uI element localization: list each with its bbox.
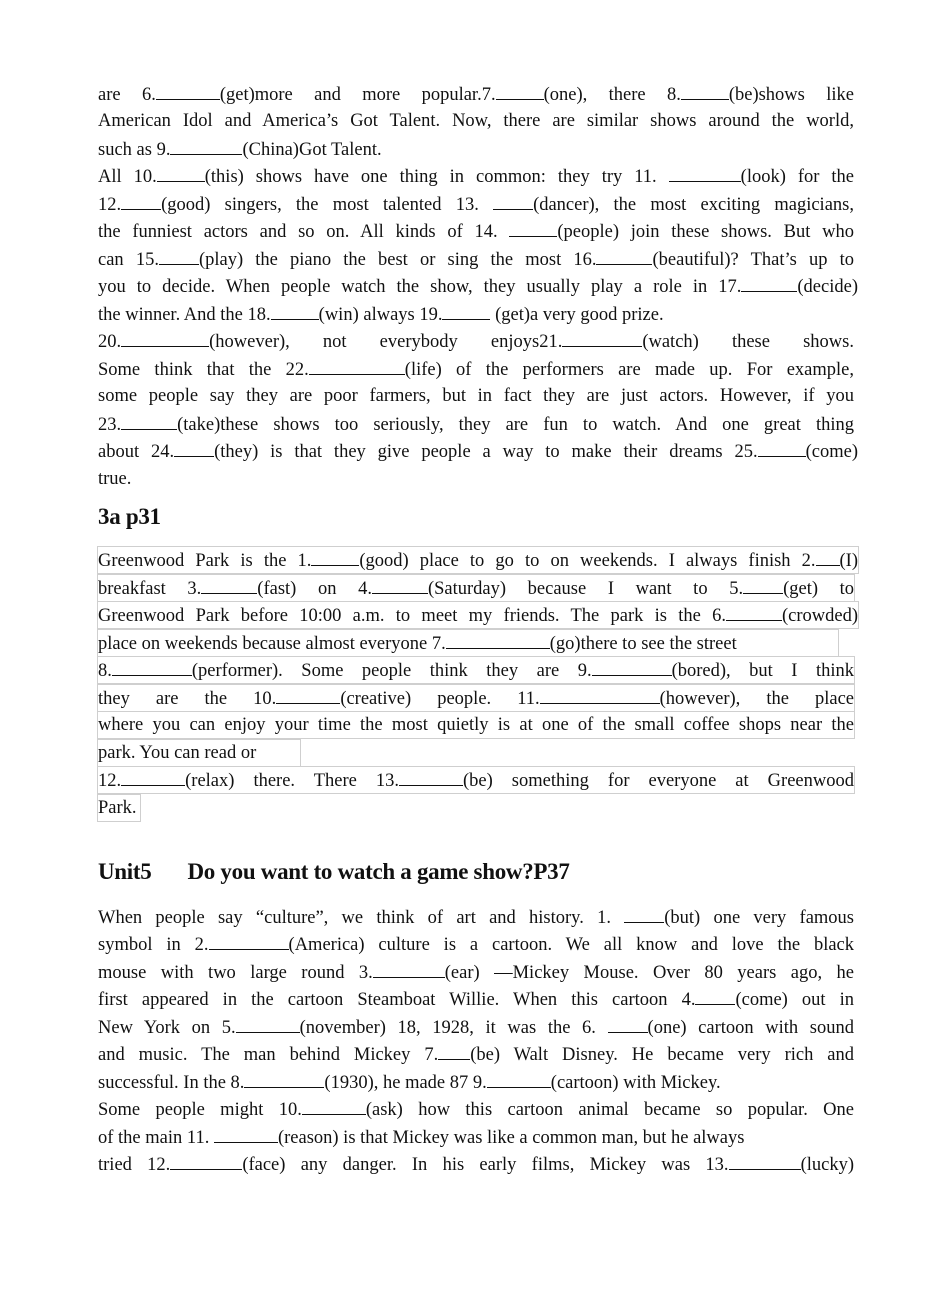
answer-blank	[816, 547, 840, 566]
answer-blank	[244, 1069, 324, 1088]
passage1-line: are 6. (get)more and more popular.7. (one), there 8. (be)shows like	[98, 81, 854, 107]
passage1-line: the winner. And the 18. (win) always 19. (get)a very good prize.	[98, 301, 854, 327]
unit5-line: successful. In the 8. (1930), he made 87 9. (cartoon) with Mickey.	[98, 1069, 854, 1095]
section-3a-line: breakfast 3. (fast) on 4. (Saturday) because I want to 5. (get) to	[98, 575, 854, 601]
answer-blank	[487, 1069, 551, 1088]
section-3a-title: 3a p31	[98, 504, 161, 529]
section-3a-line: where you can enjoy your time the most quietly is at one of the small coffee shops near the	[98, 712, 854, 738]
passage1-line: the funniest actors and so on. All kinds of 14. (people) join these shows. But who	[98, 218, 854, 244]
answer-blank	[157, 163, 205, 182]
answer-blank	[509, 218, 557, 237]
passage1-line: true.	[98, 469, 132, 489]
passage1-line: All 10. (this) shows have one thing in common: they try 11. (look) for the	[98, 163, 854, 189]
section-3a-line: 12. (relax) there. There 13. (be) something for everyone at Greenwood	[98, 767, 854, 793]
unit5-line: Some people might 10. (ask) how this cartoon animal became so popular. One	[98, 1096, 854, 1122]
answer-blank	[276, 685, 340, 704]
passage1-line: 20. (however), not everybody enjoys21. (watch) these shows.	[98, 328, 854, 354]
passage1-line: American Idol and America’s Got Talent. Now, there are similar shows around the world,	[98, 111, 854, 131]
unit5-line: tried 12. (face) any danger. In his early films, Mickey was 13. (lucky)	[98, 1151, 854, 1177]
answer-blank	[726, 602, 782, 621]
unit5-line: When people say “culture”, we think of art and history. 1. (but) one very famous	[98, 904, 854, 930]
answer-blank	[496, 81, 544, 100]
answer-blank	[373, 959, 445, 978]
answer-blank	[596, 246, 652, 265]
answer-blank	[438, 1041, 470, 1060]
answer-blank	[121, 411, 177, 430]
passage1-line: can 15. (play) the piano the best or sing the most 16. (beautiful)? That’s up to	[98, 246, 854, 272]
answer-blank	[399, 767, 463, 786]
answer-blank	[624, 904, 664, 923]
passage1-line: 23. (take)these shows too seriously, they are fun to watch. And one great thing	[98, 411, 854, 437]
passage1-line: about 24. (they) is that they give people a way to make their dreams 25. (come)	[98, 438, 858, 464]
unit5-line: symbol in 2. (America) culture is a cartoon. We all know and love the black	[98, 931, 854, 957]
answer-blank	[156, 81, 220, 100]
answer-blank	[608, 1014, 648, 1033]
passage1-line: Some think that the 22. (life) of the performers are made up. For example,	[98, 356, 854, 382]
answer-blank	[743, 575, 783, 594]
section-3a-line: 8. (performer). Some people think they are 9. (bored), but I think	[98, 657, 854, 683]
section-3a-line: Greenwood Park is the 1. (good) place to go to on weekends. I always finish 2. (I)	[98, 547, 858, 573]
passage1-line: some people say they are poor farmers, but in fact they are just actors. However, if you	[98, 386, 854, 406]
section-3a-line: Greenwood Park before 10:00 a.m. to meet my friends. The park is the 6. (crowded)	[98, 602, 858, 628]
section-3a-line: park. You can read or	[98, 740, 300, 766]
answer-blank	[540, 685, 660, 704]
unit5-line: of the main 11. (reason) is that Mickey was like a common man, but he always	[98, 1124, 838, 1150]
unit5-label: Unit5	[98, 859, 152, 884]
answer-blank	[302, 1096, 366, 1115]
answer-blank	[681, 81, 729, 100]
unit5-line: New York on 5. (november) 18, 1928, it was the 6. (one) cartoon with sound	[98, 1014, 854, 1040]
passage1-line: 12. (good) singers, the most talented 13. (dancer), the most exciting magicians,	[98, 191, 854, 217]
passage1-line: you to decide. When people watch the show, they usually play a role in 17. (decide)	[98, 273, 858, 299]
section-3a-line: place on weekends because almost everyone 7. (go)there to see the street	[98, 630, 838, 656]
answer-blank	[170, 136, 242, 155]
answer-blank	[170, 1151, 242, 1170]
answer-blank	[729, 1151, 801, 1170]
section-3a-line: Park.	[98, 795, 140, 821]
section-3a-line: they are the 10. (creative) people. 11. (however), the place	[98, 685, 854, 711]
unit5-line: first appeared in the cartoon Steamboat Willie. When this cartoon 4. (come) out in	[98, 986, 854, 1012]
answer-blank	[311, 547, 359, 566]
answer-blank	[695, 986, 735, 1005]
answer-blank	[271, 301, 319, 320]
answer-blank	[201, 575, 257, 594]
answer-blank	[372, 575, 428, 594]
answer-blank	[214, 1124, 278, 1143]
answer-blank	[209, 931, 289, 950]
passage1-line: such as 9. (China)Got Talent.	[98, 136, 854, 162]
answer-blank	[159, 246, 199, 265]
answer-blank	[121, 191, 161, 210]
answer-blank	[442, 301, 490, 320]
answer-blank	[758, 438, 806, 457]
answer-blank	[592, 657, 672, 676]
answer-blank	[112, 657, 192, 676]
answer-blank	[669, 163, 741, 182]
answer-blank	[309, 356, 405, 375]
answer-blank	[121, 328, 209, 347]
unit5-line: and music. The man behind Mickey 7. (be) Walt Disney. He became very rich and	[98, 1041, 854, 1067]
unit5-title	[98, 857, 570, 887]
answer-blank	[741, 273, 797, 292]
answer-blank	[562, 328, 642, 347]
answer-blank	[121, 767, 185, 786]
answer-blank	[446, 630, 550, 649]
unit5-line: mouse with two large round 3. (ear) —Mickey Mouse. Over 80 years ago, he	[98, 959, 854, 985]
answer-blank	[493, 191, 533, 210]
answer-blank	[236, 1014, 300, 1033]
answer-blank	[174, 438, 214, 457]
unit5-title-text: Do you want to watch a game show?P37	[187, 859, 570, 884]
